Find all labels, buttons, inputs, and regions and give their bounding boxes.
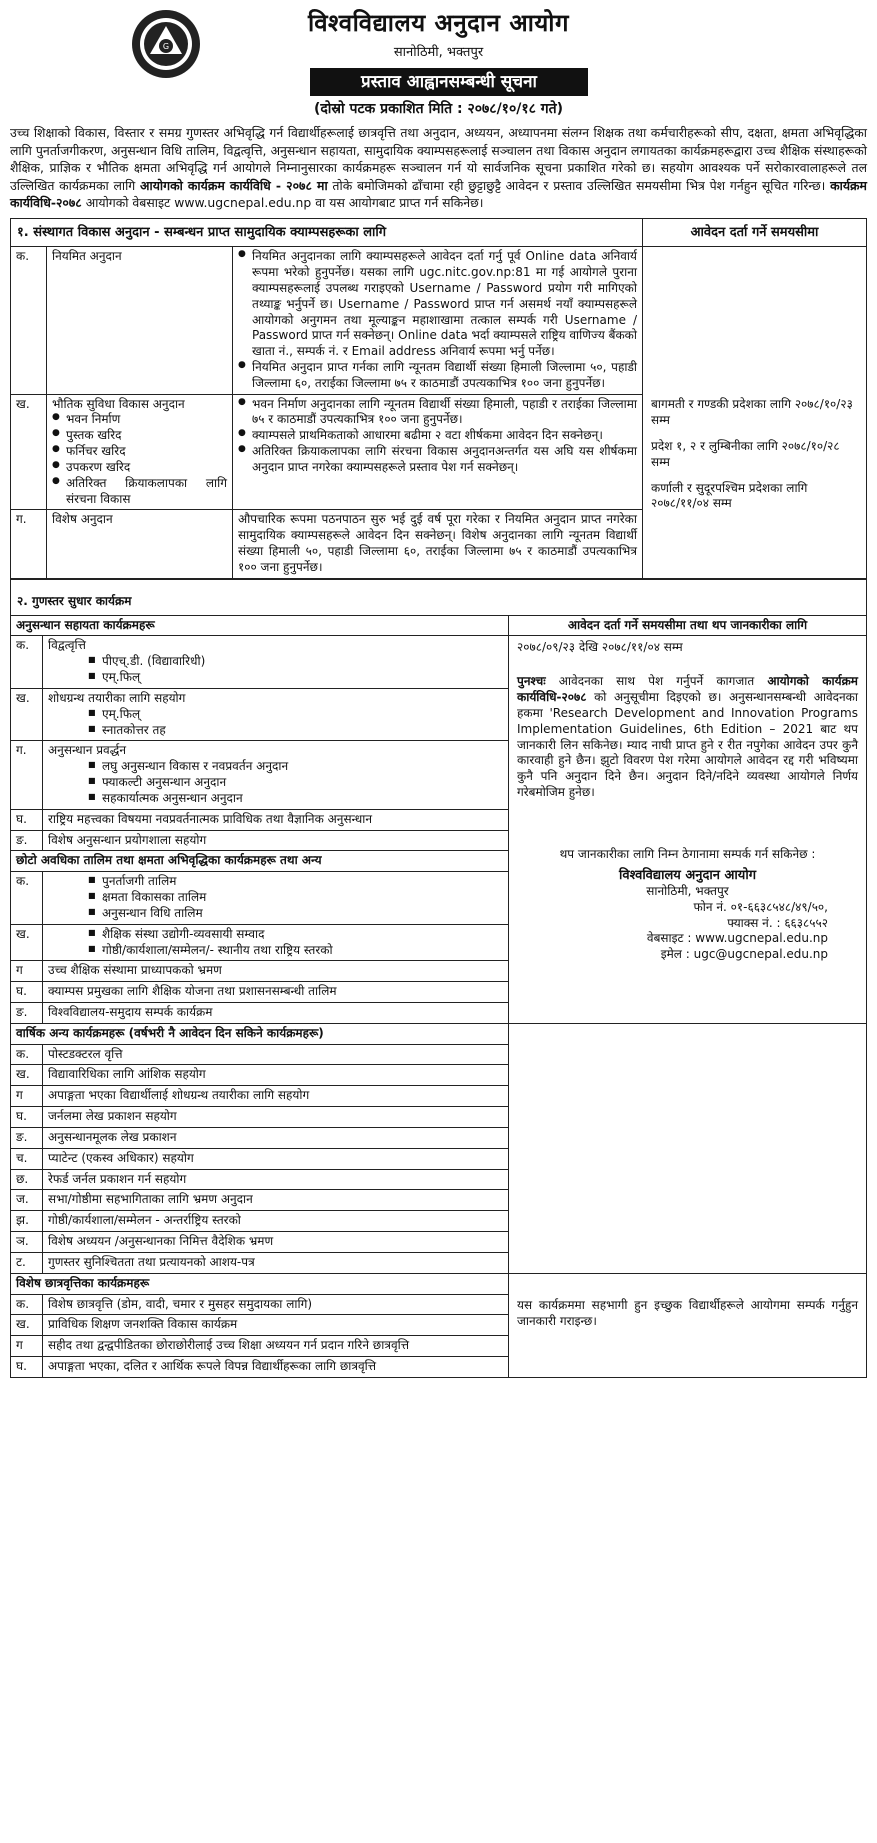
training-item: उच्च शैक्षिक संस्थामा प्राध्यापकको भ्रमण bbox=[43, 961, 509, 982]
annual-item: अनुसन्धानमूलक लेख प्रकाशन bbox=[43, 1127, 509, 1148]
deadline-list: बागमती र गण्डकी प्रदेशका लागि २०७८/१०/२३ सम्म प्रदेश १, २ र लुम्बिनीका लागि २०७८/१०/२८ सम्म कर्णाली र सुदूरपश्चिम प्रदेशका लागि २०७८/११/०४ सम्म bbox=[643, 247, 867, 579]
org-address: सानोठिमी, भक्तपुर bbox=[393, 45, 484, 60]
scholarship-heading: विशेष छात्रवृत्तिका कार्यक्रमहरू bbox=[11, 1273, 509, 1294]
section1-table: १. संस्थागत विकास अनुदान - सम्बन्धन प्राप्त सामुदायिक क्याम्पसहरूका लागि आवेदन दर्ता गर्ने समयसीमा क. नियमित अनुदान ● नियमित अनुदानका लागि क्याम्पसहरूले आवेदन दर्ता गर्नु पूर्व Online data अनिवार्य रूपमा भरेको हुनुपर्नेछ। यसका लागि ugc.nitc.gov.np:81 मा गई आयोगले पुराना क्याम्पसहरूलाई उपलब्ध गराइएको Username / Password प्रयोग गरी मागिएको तथ्याङ्क भर्नुपर्ने छ। Username / Password प्राप्त गर्न असमर्थ नयाँ क्याम्पसहरूले आयोगको अनुगमन तथा मूल्याङ्कन महाशाखामा तत्काल सम्पर्क गरी Username / Password प्राप्त गर्न सक्नेछन्। Online data भर्दा क्याम्पसले राष्ट्रिय वाणिज्य बैंकको खाता नं., सम्पर्क नं. र Email address अनिवार्य रूपमा भर्नु पर्नेछ। ● नियमित अनुदान प्राप्त गर्नका लागि न्यूनतम विद्यार्थी संख्या हिमाली जिल्लामा ५०, पहाडी जिल्लामा ६०, तराईका जिल्लामा ७५ र काठमाडौं उपत्यकाभित्र १०० जना हुनुपर्नेछ। बागमती र गण्डकी प्रदेशका लागि २०७८/१०/२३ सम्म प्रदेश १, २ र लुम्बिनीका लागि २०७८/१०/२८ सम्म कर्णाली र सुदूरपश्चिम प्रदेशका लागि २०७८/११/०४ सम्म ख. भौतिक सुविधा विकास अनुदान ● भवन निर्माण ● पुस्तक खरिद ● फर्निचर खरिद ● उपकरण खरिद ● अतिरिक्त क्रियाकलापका लागि संरचना विकास ● भवन निर्माण अनुदानका लागि न्यूनतम विद्यार्थी संख्या हिमाली, पहाडी र तराईका जिल्लामा ७५ र काठमाडौं उपत्यकाभित्र १०० जना हुनुपर्नेछ। ● क्याम्पसले प्राथमिकताको आधारमा बढीमा २ वटा शीर्षकमा आवेदन दिन सक्नेछन्। ● अतिरिक्त क्रियाकलापका लागि संरचना विकास अनुदानअन्तर्गत यस अघि यस शीर्षकमा अनुदान प्राप्त नगरेका क्याम्पसहरूले प्रस्ताव पेश गर्न सक्नेछन्। ग. विशेष अनुदान औपचारिक रूपमा पठनपाठन सुरु भई दुई वर्ष पूरा गरेका र नियमित अनुदान प्राप्त नगरेका सामुदायिक क्याम्पसहरूले आवेदन दिन सक्नेछन्। विशेष अनुदानका लागि न्यूनतम विद्यार्थी संख्या हिमाली ५०, पहाडी जिल्लामा ६०, तराईका जिल्लामा ७५ र काठमाडौं उपत्यकाभित्र १०० जना हुनुपर्नेछ। bbox=[10, 218, 867, 579]
training-item: क्याम्पस प्रमुखका लागि शैक्षिक योजना तथा प्रशासनसम्बन्धी तालिम bbox=[43, 982, 509, 1003]
research-item: विशेष अनुसन्धान प्रयोगशाला सहयोग bbox=[43, 830, 509, 851]
program-details: औपचारिक रूपमा पठनपाठन सुरु भई दुई वर्ष पूरा गरेका र नियमित अनुदान प्राप्त नगरेका सामुदायिक क्याम्पसहरूले आवेदन दिन सक्नेछन्। विशेष अनुदानका लागि न्यूनतम विद्यार्थी संख्या हिमाली ५०, पहाडी जिल्लामा ६०, तराईका जिल्लामा ७५ र काठमाडौं उपत्यकाभित्र १०० जना हुनुपर्नेछ। bbox=[233, 510, 643, 578]
right-heading: आवेदन दर्ता गर्ने समयसीमा तथा थप जानकारीका लागि bbox=[509, 615, 867, 636]
program-details: ● भवन निर्माण अनुदानका लागि न्यूनतम विद्यार्थी संख्या हिमाली, पहाडी र तराईका जिल्लामा ७५ र काठमाडौं उपत्यकाभित्र १०० जना हुनुपर्नेछ। ● क्याम्पसले प्राथमिकताको आधारमा बढीमा २ वटा शीर्षकमा आवेदन दिन सक्नेछन्। ● अतिरिक्त क्रियाकलापका लागि संरचना विकास अनुदानअन्तर्गत यस अघि यस शीर्षकमा अनुदान प्राप्त नगरेका क्याम्पसहरूले प्रस्ताव पेश गर्न सक्नेछन्। bbox=[233, 394, 643, 510]
notice-header bbox=[10, 6, 867, 116]
training-heading: छोटो अवधिका तालिम तथा क्षमता अभिवृद्धिका कार्यक्रमहरू तथा अन्य bbox=[11, 851, 509, 872]
deadline-heading: आवेदन दर्ता गर्ने समयसीमा bbox=[643, 219, 867, 247]
website-link[interactable]: वेबसाइट : www.ugcnepal.edu.np bbox=[646, 931, 828, 946]
annual-item: विशेष अध्ययन /अनुसन्धानका निमित्त वैदेशिक भ्रमण bbox=[43, 1232, 509, 1253]
research-item: राष्ट्रिय महत्त्वका विषयमा नवप्रवर्तनात्मक प्राविधिक तथा वैज्ञानिक अनुसन्धान bbox=[43, 809, 509, 830]
program-name: भौतिक सुविधा विकास अनुदान ● भवन निर्माण ● पुस्तक खरिद ● फर्निचर खरिद ● उपकरण खरिद ● अतिरिक्त क्रियाकलापका लागि संरचना विकास bbox=[47, 394, 233, 510]
contact-block: थप जानकारीका लागि निम्न ठेगानामा सम्पर्क गर्न सकिनेछ : विश्वविद्यालय अनुदान आयोग सानोठिमी, भक्तपुर फोन नं. ०१-६६३८५४८/४९/५०, फ्याक्स नं. : ६६३८५५२ वेबसाइट : www.ugcnepal.edu.np इमेल : ugc@ugcnepal.edu.np bbox=[517, 847, 858, 963]
notice-title: प्रस्ताव आह्वानसम्बन्धी सूचना bbox=[310, 68, 588, 96]
right-note: पुनश्चः आवेदनका साथ पेश गर्नुपर्ने कागजात आयोगको कार्यक्रम कार्यविधि-२०७८ को अनुसूचीमा दिइएको छ। अनुसन्धानसम्बन्धी आवेदनका हकमा 'Research Development and Innovation Programs Implementation Guidelines, 6th Edition – 2021 बाट थप जानकारी लिन सकिनेछ। म्याद नाघी प्राप्त हुने र रीत नपुगेका आवेदन उपर कुनै कारवाही हुने छैन। झुटो विवरण पेश गरेमा आयोगले आवेदन रद्द गरी भविष्यमा कुनै पनि अनुदान दिने छैन। अनुदान दिने/नदिने व्यवस्था आयोगले निर्णय गरेबमोजिम हुनेछ। bbox=[517, 674, 858, 800]
intro-paragraph: उच्च शिक्षाको विकास, विस्तार र समग्र गुणस्तर अभिवृद्धि गर्न विद्यार्थीहरूलाई छात्रवृत्ति तथा अनुदान, अध्ययन, अध्यापनमा संलग्न शिक्षक तथा कर्मचारीहरूको सीप, दक्षता, क्षमता अभिवृद्धिका लागि पुनर्ताजगीकरण, अनुसन्धान विधि तालिम, विद्वत्वृत्ति, अनुसन्धान सहायता, सामुदायिक क्याम्पसहरूलाई सञ्चालन तथा विकास अनुदान लगायतका कार्यक्रमहरूद्वारा उच्च शैक्षिक संस्थाहरूको शैक्षिक, प्राज्ञिक र भौतिक क्षमता अभिवृद्धि गर्न आयोगले निम्नानुसारका कार्यक्रमहरू सञ्चालन गर्न यो सार्वजनिक सूचना प्रकाशित गरेको छ। सहयोग आवश्यक पर्ने सरोकारवालाहरूले तल उल्लिखित कार्यक्रमका लागि आयोगको कार्यक्रम कार्यविधि - २०७८ मा तोके बमोजिमको ढाँचामा रही छुट्टाछुट्टै आवेदन र प्रस्ताव उल्लिखित समयसीमा भित्र पेश गर्नहुन सूचित गरिन्छ। कार्यक्रम कार्यविधि-२०७८ आयोगको वेबसाइट www.ugcnepal.edu.np वा यस आयोगबाट प्राप्त गर्न सकिनेछ। bbox=[10, 125, 867, 211]
scholarship-item: विशेष छात्रवृत्ति (डोम, वादी, चमार र मुसहर समुदायका लागि) bbox=[43, 1294, 509, 1315]
program-name: नियमित अनुदान bbox=[47, 247, 233, 394]
svg-text:G: G bbox=[162, 42, 170, 51]
training-item: विश्वविद्यालय-समुदाय सम्पर्क कार्यक्रम bbox=[43, 1002, 509, 1023]
publish-date: (दोस्रो पटक प्रकाशित मिति : २०७८/१०/१८ गते) bbox=[313, 101, 564, 117]
annual-item: अपाङ्गता भएका विद्यार्थीलाई शोधग्रन्थ तयारीका लागि सहयोग bbox=[43, 1086, 509, 1107]
right-info-panel bbox=[509, 636, 867, 1023]
annual-item: जर्नलमा लेख प्रकाशन सहयोग bbox=[43, 1107, 509, 1128]
research-item: विद्वत्वृत्ति ■ पीएच्.डी. (विद्यावारिधी) ■ एम्.फिल् bbox=[43, 636, 509, 688]
annual-item: पोस्टडक्टरल वृत्ति bbox=[43, 1044, 509, 1065]
program-name: विशेष अनुदान bbox=[47, 510, 233, 578]
section2-heading: २. गुणस्तर सुधार कार्यक्रम bbox=[11, 579, 867, 615]
row-num: क. bbox=[11, 247, 47, 394]
org-name: विश्वविद्यालय अनुदान आयोग bbox=[307, 9, 569, 37]
section1-heading: १. संस्थागत विकास अनुदान - सम्बन्धन प्राप्त सामुदायिक क्याम्पसहरूका लागि bbox=[11, 219, 643, 247]
annual-item: रेफर्ड जर्नल प्रकाशन गर्न सहयोग bbox=[43, 1169, 509, 1190]
right-date: २०७८/०९/२३ देखि २०७८/११/०४ सम्म bbox=[517, 640, 683, 655]
scholarship-item: प्राविधिक शिक्षण जनशक्ति विकास कार्यक्रम bbox=[43, 1315, 509, 1336]
section2-table: २. गुणस्तर सुधार कार्यक्रम अनुसन्धान सहायता कार्यक्रमहरू आवेदन दर्ता गर्ने समयसीमा तथा थप जानकारीका लागि क. विद्वत्वृत्ति ■ पीएच्.डी. (विद्यावारिधी) ■ एम्.फिल् २०७८/०९/२३ देखि २०७८/११/०४ सम्म पुनश्चः आवेदनका साथ पेश गर्नुपर्ने कागजात आयोगको कार्यक्रम कार्यविधि-२०७८ को अनुसूचीमा दिइएको छ। अनुसन्धानसम्बन्धी आवेदनका हकमा 'Research Development and Innovation Programs Implementation Guidelines, 6th Edition – 2021 बाट थप जानकारी लिन सकिनेछ। म्याद नाघी प्राप्त हुने र रीत नपुगेका आवेदन उपर कुनै कारवाही हुने छैन। झुटो विवरण पेश गरेमा आयोगले आवेदन रद्द गरी भविष्यमा कुनै पनि अनुदान दिने छैन। अनुदान दिने/नदिने व्यवस्था आयोगले निर्णय गरेबमोजिम हुनेछ। थप जानकारीका लागि निम्न ठेगानामा सम्पर्क गर्न सकिनेछ : विश्वविद्यालय अनुदान आयोग सानोठिमी, भक्तपुर फोन नं. ०१-६६३८५४८/४९/५०, फ्याक्स नं. : ६६३८५५२ वेबसाइट : www.ugcnepal.edu.np इमेल : ugc@ugcnepal.edu.np ख. शोधग्रन्थ तयारीका लागि सहयोग ■ एम्.फिल् ■ स्नातकोत्तर तह ग. अनुसन्धान प्रवर्द्धन ■ लघु अनुसन्धान विकास र नवप्रवर्तन अनुदान ■ फ्याकल्टी अनुसन्धान अनुदान ■ सहकार्यात्मक अनुसन्धान अनुदान घ. राष्ट्रिय महत्त्वका विषयमा नवप्रवर्तनात्मक प्राविधिक तथा वैज्ञानिक अनुसन्धान ङ. विशेष अनुसन्धान प्रयोगशाला सहयोग छोटो अवधिका तालिम तथा क्षमता अभिवृद्धिका कार्यक्रमहरू तथा अन्य क. ■ पुनर्ताजगी तालिम ■ क्षमता विकासका तालिम ■ अनुसन्धान विधि तालिम ख. ■ शैक्षिक संस्था उद्योगी-व्यवसायी सम्वाद ■ गोष्ठी/कार्यशाला/सम्मेलन/- स्थानीय तथा राष्ट्रिय स्तरको ग उच्च शैक्षिक संस्थामा प्राध्यापकको भ्रमण घ. क्याम्पस प्रमुखका लागि शैक्षिक योजना तथा प्रशासनसम्बन्धी तालिम ङ. विश्वविद्यालय-समुदाय सम्पर्क कार्यक्रम वार्षिक अन्य कार्यक्रमहरू (वर्षभरी नै आवेदन दिन सकिने कार्यक्रमहरू) क. पोस्टडक्टरल वृत्ति ख. विद्यावारिधिका लागि आंशिक सहयोग ग अपाङ्गता भएका विद्यार्थीलाई शोधग्रन्थ तयारीका लागि सहयोग घ. जर्नलमा लेख प्रकाशन सहयोग ङ. अनुसन्धानमूलक लेख प्रकाशन च. प्याटेन्ट (एकस्व अधिकार) सहयोग छ. रेफर्ड जर्नल प्रकाशन गर्न सहयोग ज. सभा/गोष्ठीमा सहभागिताका लागि भ्रमण अनुदान झ. गोष्ठी/कार्यशाला/सम्मेलन - अन्तर्राष्ट्रिय स्तरको ञ. विशेष अध्ययन /अनुसन्धानका निमित्त वैदेशिक भ्रमण ट. गुणस्तर सुनिश्चितता तथा प्रत्यायनको आशय-पत्र विशेष छात्रवृत्तिका कार्यक्रमहरू यस कार्यक्रममा सहभागी हुन इच्छुक विद्यार्थीहरूले आयोगमा सम्पर्क गर्नुहुन जानकारी गराइन्छ। क. विशेष छात्रवृत्ति (डोम, वादी, चमार र मुसहर समुदायका लागि) ख. प्राविधिक शिक्षण जनशक्ति विकास कार्यक्रम ग सहीद तथा द्वन्द्वपीडितका छोराछोरीलाई उच्च शिक्षा अध्ययन गर्न प्रदान गरिने छात्रवृत्ति घ. अपाङ्गता भएका, दलित र आर्थिक रूपले विपन्न विद्यार्थीहरूका लागि छात्रवृत्ति bbox=[10, 579, 867, 1378]
annual-heading: वार्षिक अन्य कार्यक्रमहरू (वर्षभरी नै आवेदन दिन सकिने कार्यक्रमहरू) bbox=[11, 1023, 509, 1044]
scholarship-item: सहीद तथा द्वन्द्वपीडितका छोराछोरीलाई उच्च शिक्षा अध्ययन गर्न प्रदान गरिने छात्रवृत्ति bbox=[43, 1336, 509, 1357]
research-heading: अनुसन्धान सहायता कार्यक्रमहरू bbox=[11, 615, 509, 636]
training-item: ■ पुनर्ताजगी तालिम ■ क्षमता विकासका तालिम ■ अनुसन्धान विधि तालिम bbox=[43, 872, 509, 924]
program-details: ● नियमित अनुदानका लागि क्याम्पसहरूले आवेदन दर्ता गर्नु पूर्व Online data अनिवार्य रूपमा भरेको हुनुपर्नेछ। यसका लागि ugc.nitc.gov.np:81 मा गई आयोगले पुराना क्याम्पसहरूलाई उपलब्ध गराइएको Username / Password प्रयोग गरी मागिएको तथ्याङ्क भर्नुपर्ने छ। Username / Password प्राप्त गर्न असमर्थ नयाँ क्याम्पसहरूले आयोगको अनुगमन तथा मूल्याङ्कन महाशाखामा तत्काल सम्पर्क गरी Username / Password प्राप्त गर्न सक्नेछन्। Online data भर्दा क्याम्पसले राष्ट्रिय वाणिज्य बैंकको खाता नं., सम्पर्क नं. र Email address अनिवार्य रूपमा भर्नु पर्नेछ। ● नियमित अनुदान प्राप्त गर्नका लागि न्यूनतम विद्यार्थी संख्या हिमाली जिल्लामा ५०, पहाडी जिल्लामा ६०, तराईका जिल्लामा ७५ र काठमाडौं उपत्यकाभित्र १०० जना हुनुपर्नेछ। bbox=[233, 247, 643, 394]
annual-item: विद्यावारिधिका लागि आंशिक सहयोग bbox=[43, 1065, 509, 1086]
training-item: ■ शैक्षिक संस्था उद्योगी-व्यवसायी सम्वाद ■ गोष्ठी/कार्यशाला/सम्मेलन/- स्थानीय तथा राष्ट्रिय स्तरको bbox=[43, 924, 509, 961]
scholarship-item: अपाङ्गता भएका, दलित र आर्थिक रूपले विपन्न विद्यार्थीहरूका लागि छात्रवृत्ति bbox=[43, 1357, 509, 1378]
annual-item: गुणस्तर सुनिश्चितता तथा प्रत्यायनको आशय-पत्र bbox=[43, 1252, 509, 1273]
scholarship-note: यस कार्यक्रममा सहभागी हुन इच्छुक विद्यार्थीहरूले आयोगमा सम्पर्क गर्नुहुन जानकारी गराइन्छ। bbox=[509, 1273, 867, 1377]
annual-item: सभा/गोष्ठीमा सहभागिताका लागि भ्रमण अनुदान bbox=[43, 1190, 509, 1211]
annual-item: गोष्ठी/कार्यशाला/सम्मेलन - अन्तर्राष्ट्रिय स्तरको bbox=[43, 1211, 509, 1232]
annual-item: प्याटेन्ट (एकस्व अधिकार) सहयोग bbox=[43, 1148, 509, 1169]
research-item: अनुसन्धान प्रवर्द्धन ■ लघु अनुसन्धान विकास र नवप्रवर्तन अनुदान ■ फ्याकल्टी अनुसन्धान अनुदान ■ सहकार्यात्मक अनुसन्धान अनुदान bbox=[43, 741, 509, 809]
email-link[interactable]: इमेल : ugc@ugcnepal.edu.np bbox=[660, 947, 828, 962]
research-item: शोधग्रन्थ तयारीका लागि सहयोग ■ एम्.फिल् ■ स्नातकोत्तर तह bbox=[43, 688, 509, 740]
